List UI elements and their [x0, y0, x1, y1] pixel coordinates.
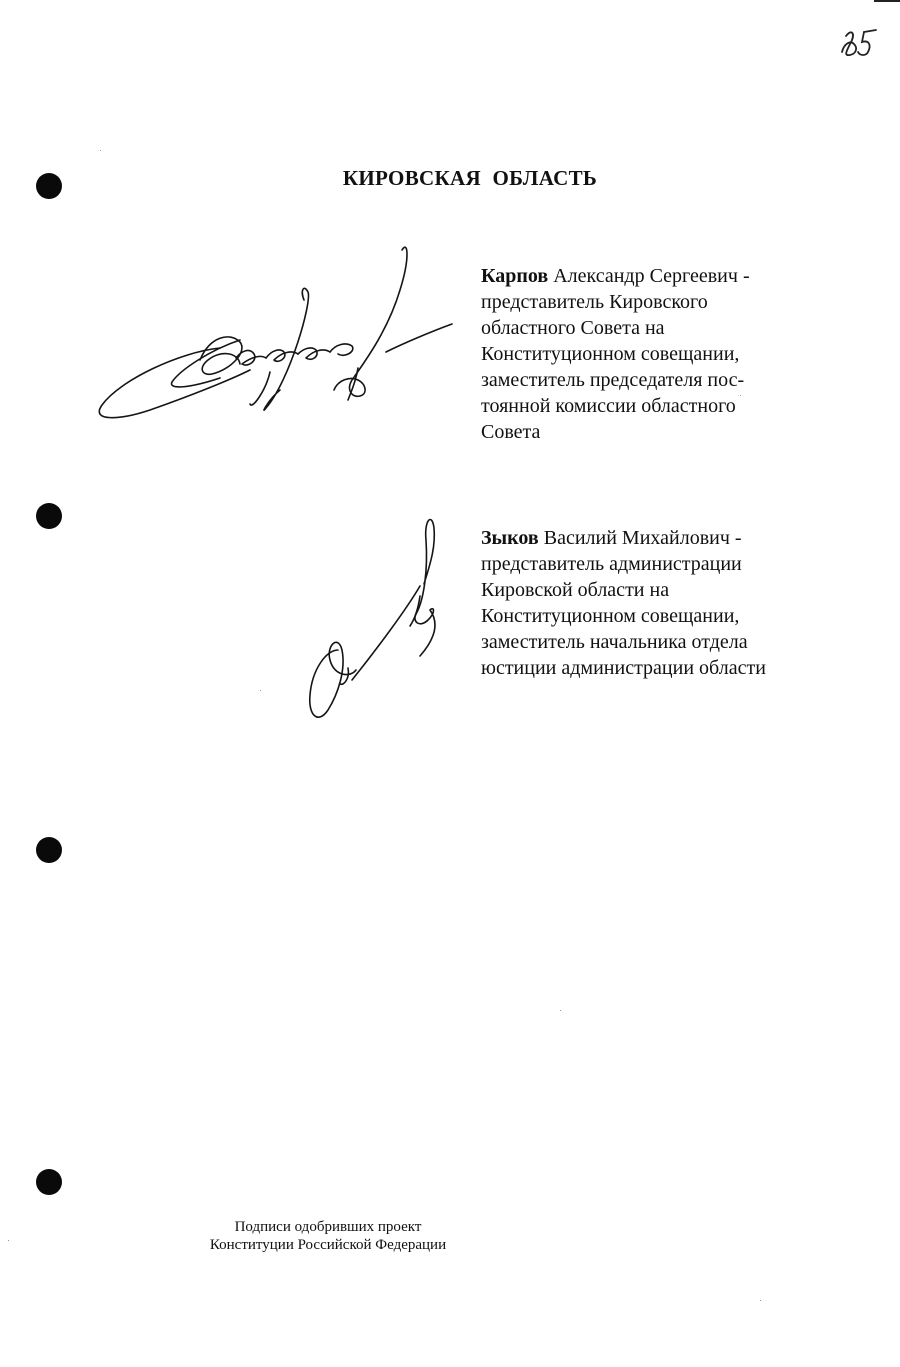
person-text-line: Совета [481, 421, 541, 443]
person-text-line: Василий Михайлович - [543, 527, 742, 549]
person-text-line: Конституционном совещании, [481, 343, 740, 365]
person-first-line [481, 263, 811, 289]
footer-line: Подписи одобривших проект [234, 1219, 422, 1235]
person-text-line: тоянной комиссии областного [481, 395, 736, 417]
scan-speck [100, 150, 101, 151]
scan-speck [760, 1300, 761, 1301]
person-text-line: представитель администрации [481, 553, 742, 575]
page-footer [178, 1218, 478, 1254]
person-text-line: юстиции администрации области [481, 657, 766, 679]
person-text-line: представитель Кировского [481, 291, 708, 313]
signature-zykov [296, 510, 456, 730]
scan-speck [8, 1240, 9, 1241]
signature-karpov [90, 240, 460, 440]
person-text-line: Александр Сергеевич - [553, 265, 750, 287]
person-surname: Зыков [481, 527, 539, 549]
top-edge-mark [874, 0, 900, 2]
scan-speck [260, 690, 261, 691]
person-entry-karpov [481, 263, 811, 445]
person-text-line: Конституционном совещании, [481, 605, 740, 627]
person-text-line: областного Совета на [481, 317, 665, 339]
footer-line: Конституции Российской Федерации [209, 1237, 447, 1253]
punch-hole [36, 837, 62, 863]
handwritten-page-number [836, 22, 880, 66]
person-text-line: Кировской области на [481, 579, 670, 601]
punch-hole [36, 1169, 62, 1195]
person-text-line: заместитель председателя пос- [481, 369, 745, 391]
page-title: КИРОВСКАЯ ОБЛАСТЬ [342, 166, 598, 190]
scan-speck [560, 1010, 561, 1011]
person-surname: Карпов [481, 265, 549, 287]
person-first-line [481, 525, 811, 551]
person-entry-zykov [481, 525, 811, 681]
scan-speck [740, 395, 741, 396]
person-text-line: заместитель начальника отдела [481, 631, 748, 653]
punch-hole [36, 503, 62, 529]
